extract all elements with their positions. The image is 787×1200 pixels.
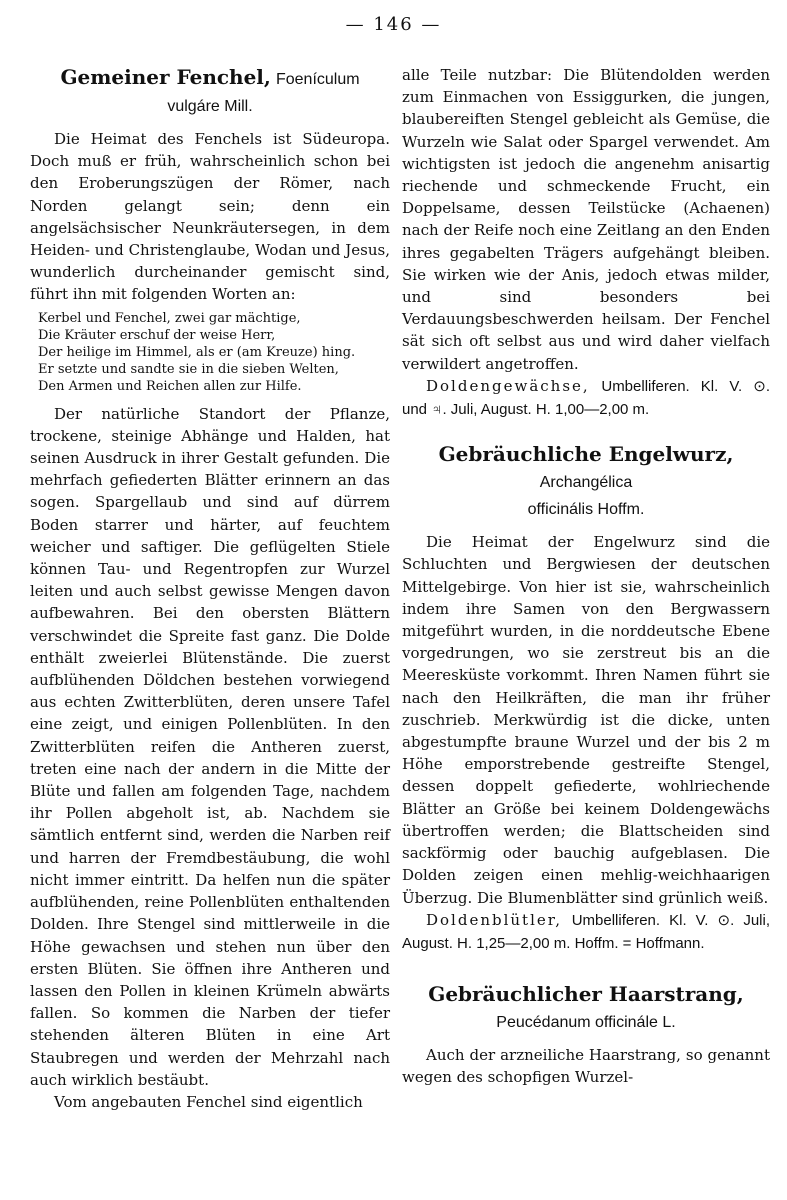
heading-haarstrang bbox=[402, 981, 770, 1036]
verse-line: Den Armen und Reichen allen zur Hilfe. bbox=[38, 378, 302, 394]
paragraph-fenchel-heimat: Die Heimat des Fenchels ist Südeuropa. Doch muß er früh, wahrscheinlich schon bei den Eroberungszügen der Römer, nach Norden gelangt sein; denn ein angelsächsischer Neunkräutersegen, in dem Heiden- und Christenglaube, Wodan und Jesus, wunderlich durcheinander gemischt sind, führt ihn mit folgenden Worten an: bbox=[30, 130, 390, 304]
heading-haarstrang-german: Gebräuchlicher Haarstrang, bbox=[428, 982, 744, 1007]
paragraph-fenchel-anbau: Vom angebauten Fenchel sind eigentlich bbox=[54, 1092, 363, 1111]
verse-neunkraeutersegen bbox=[38, 310, 390, 395]
heading-engelwurz bbox=[402, 441, 770, 523]
page-number: — 146 — bbox=[345, 14, 442, 35]
paragraph-engelwurz: Die Heimat der Engelwurz sind die Schluchten und Bergwiesen der deutschen Mittelgebirge. Von hier ist sie, wahrscheinlich indem ihre Samen von den Bergwassern mitgeführt wurden, in die norddeutsche Ebene vorgedrungen, wo sie zerstreut bis an die Meeresküste vorkommt. Ihren Namen führt sie nach den Heilkräften, die man ihr früher zuschrieb. Merkwürdig ist die dicke, unten abgestumpfte braune Wurzel und der bis 2 m Höhe emporstrebende gestreifte Stengel, dessen doppelt gefiederte, wohlriechende Blätter an Größe bei keinem Doldengewächs übertroffen werden; die Blattscheiden sind sackförmig oder bauchig aufgeblasen. Die Dolden zeigen einen mehlig-weichhaarigen Überzug. Die Blumenblätter sind grünlich weiß. bbox=[402, 533, 770, 907]
heading-fenchel-latin-1: Foenículum bbox=[275, 71, 360, 88]
heading-fenchel bbox=[30, 64, 390, 120]
right-column bbox=[402, 64, 770, 1089]
paragraph-fenchel-standort: Der natürliche Standort der Pflanze, trockene, steinige Abhänge und Halden, hat seinen Ausdruck in ihrer Gestalt gefunden. Die mehrfach gefiederten Blätter erinnern an das sogen. Spargellaub und sind auf dürrem Boden starrer und härter, auf feuchtem weicher und saftiger. Die geflügelten Stiele können Tau- und Regentropfen zur Wurzel leiten und auch selbst gewisse Mengen davon aufbewahren. Bei den obersten Blättern verschwindet die Spreite fast ganz. Die Dolde enthält zweierlei Blütenstände. Die zuerst aufblühenden Döldchen bestehen vorwiegend aus echten Zwitterblüten, deren unsere Tafel eine zeigt, und einigen Pollenblüten. In den Zwitterblüten reifen die Antheren zuerst, treten eine nach der andern in die Mitte der Blüte und fallen am folgenden Tage, nachdem ihr Pollen abgeholt ist, ab. Nachdem sie sämtlich entfernt sind, werden die Narben reif und harren der Fremdbestäubung, die wohl nicht immer eintritt. Da helfen nun die später aufblühenden, reine Pollenblüten enthaltenden Dolden. Ihre Stengel sind mittlerweile in die Höhe gewachsen und stehen nun über den ersten Blüten. Sie öffnen ihre Antheren und lassen den Pollen in kleinen Krümeln abwärts fallen. So kommen die Narben der tiefer stehenden älteren Blüten in eine Art Staubregen und werden der Mehrzahl nach auch wirklich bestäubt. bbox=[30, 404, 390, 1089]
heading-fenchel-latin-2: vulgáre Mill. bbox=[167, 98, 253, 115]
verse-line: Er setzte und sandte sie in die sieben Welten, bbox=[38, 361, 339, 377]
heading-haarstrang-latin: Peucédanum officinále L. bbox=[496, 1014, 676, 1032]
family-name-spaced: Doldenblütler, bbox=[426, 910, 563, 929]
family-name-spaced: Doldengewächse, bbox=[426, 376, 590, 395]
classification-engelwurz bbox=[402, 909, 770, 955]
verse-line: Kerbel und Fenchel, zwei gar mächtige, bbox=[38, 310, 301, 326]
verse-line: Die Kräuter erschuf der weise Herr, bbox=[38, 327, 276, 343]
heading-fenchel-german: Gemeiner Fenchel, bbox=[60, 65, 271, 89]
classification-fenchel bbox=[402, 375, 770, 421]
verse-line: Der heilige im Himmel, als er (am Kreuze) hing. bbox=[38, 344, 356, 360]
paragraph-haarstrang: Auch der arzneiliche Haarstrang, so genannt wegen des schopfigen Wurzel- bbox=[402, 1046, 770, 1087]
paragraph-fenchel-nutzung: alle Teile nutzbar: Die Blütendolden werden zum Einmachen von Essiggurken, die jungen, blaubereiften Stengel gebleicht als Gemüse, die Wurzeln wie Salat oder Spargel verwendet. Am wichtigsten ist jedoch die angenehm anisartig riechende und schmeckende Frucht, ein Doppelsame, dessen Teilstücke (Achaenen) nach der Reife noch eine Zeitlang an den Enden ihres gegabelten Trägers aufgehängt bleiben. Sie wirken wie der Anis, jedoch etwas milder, und sind besonders bei Verdauungsbeschwerden heilsam. Der Fenchel sät sich oft selbst aus und wird daher vielfach verwildert angetroffen. bbox=[402, 66, 770, 373]
heading-engelwurz-latin-2: officinális Hoffm. bbox=[527, 501, 645, 519]
classification-details: Umbelliferen. Kl. V. ⊙. und ♃. Juli, August. H. 1,00—2,00 m. bbox=[402, 377, 770, 419]
heading-engelwurz-latin-1: Archangélica bbox=[539, 474, 633, 492]
heading-engelwurz-german: Gebräuchliche Engelwurz, bbox=[438, 442, 734, 467]
classification-details: Umbelliferen. Kl. V. ⊙. Juli, August. H. 1,25—2,00 m. Hoffm. = Hoffmann. bbox=[402, 911, 770, 952]
left-column bbox=[30, 64, 390, 1113]
